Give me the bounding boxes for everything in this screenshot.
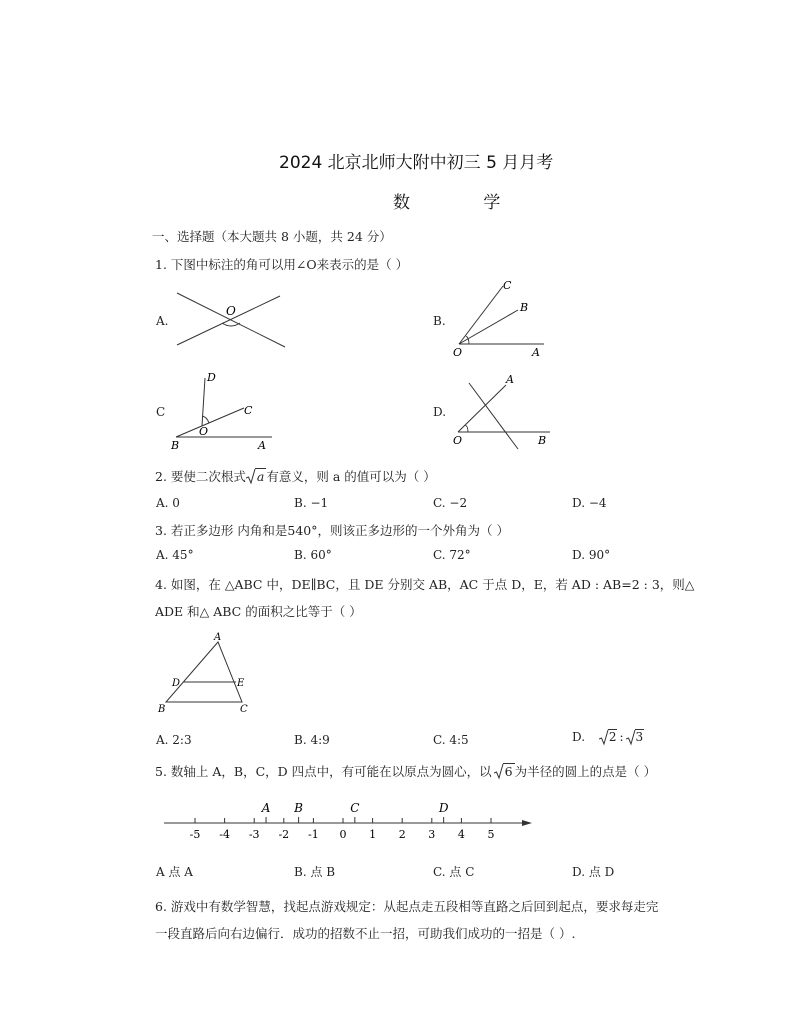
- fig-d-label-b: B: [538, 434, 547, 447]
- fig-c-label-o: O: [199, 425, 209, 438]
- number-line-tick-label: 1: [369, 828, 377, 841]
- q4-d-colon: :: [619, 730, 624, 744]
- radical-sign-icon: [626, 729, 636, 747]
- tri-label-d: D: [172, 678, 181, 689]
- q3-option-c: C. 72°: [433, 548, 471, 562]
- number-line-tick-label: 5: [487, 828, 495, 841]
- radical-sign-icon: [494, 763, 504, 781]
- fig-b-label-a: A: [532, 346, 540, 359]
- question-3-stem: 3. 若正多边形 内角和是540°，则该正多边形的一个外角为（ ）: [155, 523, 509, 538]
- number-line-tick-label: -3: [248, 828, 260, 841]
- fig-c-ray-od: [202, 378, 205, 426]
- fig-c-label-c: C: [244, 404, 253, 417]
- q4-d-radical-1: [599, 730, 618, 744]
- number-line-tick-label: 4: [457, 828, 465, 841]
- q4-option-c: C. 4:5: [433, 733, 469, 747]
- q5-stem-pre: 5. 数轴上 A，B，C，D 四点中，有可能在以原点为圆心，以: [155, 764, 492, 779]
- q1-option-c-label: C: [156, 405, 166, 419]
- tri-label-a: A: [214, 632, 222, 643]
- q1-figure-a: [170, 286, 292, 352]
- radical-sign-icon: [599, 729, 609, 747]
- q4-d-radicand-1: 2: [608, 730, 617, 744]
- q2-option-c: C. −2: [433, 496, 468, 510]
- number-line-point-label: D: [438, 801, 449, 815]
- question-2-stem: [155, 467, 436, 485]
- number-line-tick-label: 3: [428, 828, 436, 841]
- fig-d-angle-arc: [465, 425, 468, 432]
- number-line-tick-label: -1: [308, 828, 319, 841]
- fig-d-cross-line: [469, 383, 518, 449]
- q5-option-a: A 点 A: [156, 865, 193, 879]
- fig-a-label-o: O: [226, 304, 236, 318]
- number-line-point-label: C: [350, 801, 360, 815]
- page-title: 2024 北京北师大附中初三 5 月月考: [279, 153, 554, 173]
- q2-option-a: A. 0: [156, 496, 180, 510]
- q2-radicand: a: [256, 469, 265, 484]
- number-line-point-label: B: [294, 801, 304, 815]
- triangle-abc: [166, 642, 242, 702]
- q4-triangle-figure: [156, 630, 256, 716]
- number-line-tick-label: -2: [278, 828, 290, 841]
- q5-option-c: C. 点 C: [433, 865, 475, 879]
- number-line-tick-label: -5: [189, 828, 201, 841]
- q5-option-d: D. 点 D: [572, 865, 615, 879]
- number-line-tick-label: 0: [339, 828, 347, 841]
- q4-option-d-label: D.: [572, 730, 586, 744]
- fig-d-label-o: O: [453, 434, 463, 447]
- q4-option-d: [572, 730, 644, 744]
- fig-b-label-b: B: [520, 301, 529, 314]
- q4-d-radical-2: [626, 730, 645, 744]
- q2-option-d: D. −4: [572, 496, 607, 510]
- q1-figure-b: [450, 276, 550, 360]
- q2-stem-post: 有意义，则 a 的值可以为（ ）: [266, 469, 436, 484]
- number-line-arrow-icon: [522, 820, 532, 826]
- tri-label-b: B: [158, 704, 166, 715]
- q5-number-line: [160, 792, 540, 846]
- number-line-tick-label: -4: [219, 828, 230, 841]
- q1-figure-d: [450, 370, 556, 454]
- fig-b-label-c: C: [503, 279, 512, 292]
- tri-label-c: C: [240, 704, 248, 715]
- radical-sign-icon: [246, 468, 256, 486]
- q1-option-d-label: D.: [433, 405, 447, 419]
- q2-radical: [246, 469, 266, 484]
- tri-label-e: E: [237, 678, 245, 689]
- q5-stem-post: 为半径的圆上的点是（ ）: [514, 764, 657, 779]
- q4-option-b: B. 4:9: [294, 733, 330, 747]
- question-6-line-2: 一段直路后向右边偏行．成功的招数不止一招，可助我们成功的一招是（ ）.: [155, 926, 576, 941]
- q1-option-b-label: B.: [433, 314, 446, 328]
- number-line-tick-label: 2: [398, 828, 406, 841]
- fig-b-label-o: O: [453, 346, 463, 359]
- question-4-line-2: ADE 和△ ABC 的面积之比等于（ ）: [155, 604, 362, 619]
- q5-radicand: 6: [504, 764, 513, 779]
- q5-option-b: B. 点 B: [294, 865, 336, 879]
- q3-option-d: D. 90°: [572, 548, 611, 562]
- fig-c-ray-bc: [176, 408, 244, 437]
- question-5-stem: [155, 762, 656, 780]
- question-4-line-1: 4. 如图，在 △ABC 中，DE∥BC，且 DE 分别交 AB，AC 于点 D，E，若 AD : AB=2 : 3，则△: [155, 577, 695, 592]
- q3-option-b: B. 60°: [294, 548, 332, 562]
- fig-c-label-a: A: [258, 439, 266, 452]
- subject-title: 数 学: [393, 193, 535, 213]
- fig-d-label-a: A: [506, 373, 514, 386]
- fig-c-label-b: B: [171, 439, 180, 452]
- q2-stem-pre: 2. 要使二次根式: [155, 469, 246, 484]
- question-1-stem: 1. 下图中标注的角可以用∠O来表示的是（ ）: [155, 257, 409, 272]
- fig-b-ray-oc: [459, 286, 503, 344]
- q1-figure-c: [168, 370, 280, 454]
- q4-d-radicand-2: 3: [635, 730, 644, 744]
- q2-option-b: B. −1: [294, 496, 329, 510]
- section-heading: 一、选择题（本大题共 8 小题，共 24 分）: [152, 229, 392, 244]
- number-line-point-label: A: [261, 801, 271, 815]
- q4-option-a: A. 2:3: [156, 733, 192, 747]
- question-6-line-1: 6. 游戏中有数学智慧，找起点游戏规定：从起点走五段相等直路之后回到起点，要求每走完: [155, 899, 659, 914]
- fig-c-label-d: D: [207, 371, 216, 384]
- q3-option-a: A. 45°: [156, 548, 194, 562]
- q1-option-a-label: A.: [156, 314, 169, 328]
- q5-radical: [494, 764, 515, 779]
